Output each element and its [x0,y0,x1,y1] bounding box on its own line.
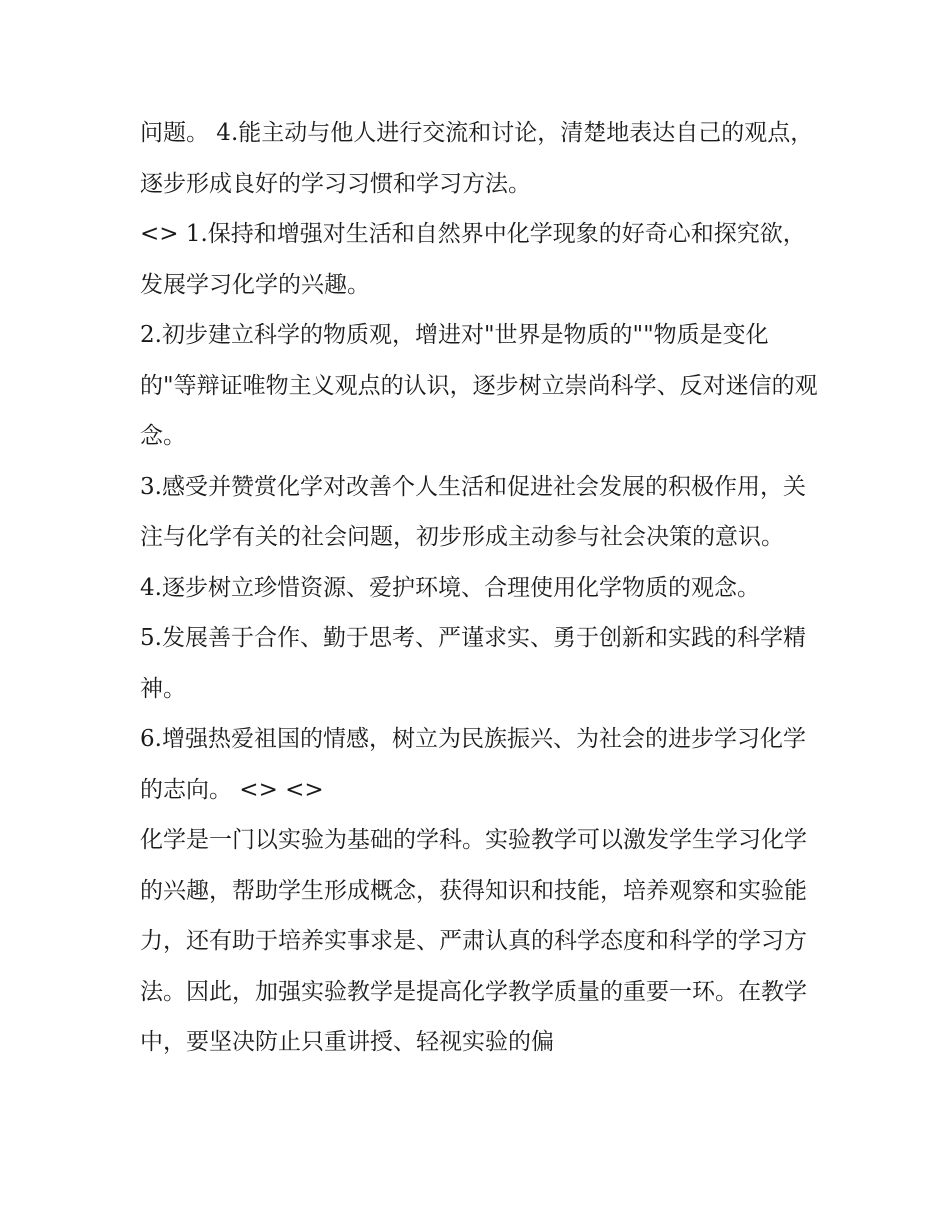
paragraph-6: 5.发展善于合作、勤于思考、严谨求实、勇于创新和实践的科学精神。 [140,625,806,702]
paragraph-7: 6.增强热爱祖国的情感，树立为民族振兴、为社会的进步学习化学的志向。 <> <> [140,726,806,803]
paragraph-5: 4.逐步树立珍惜资源、爱护环境、合理使用化学物质的观念。 [140,574,760,601]
paragraph-8: 化学是一门以实验为基础的学科。实验教学可以激发学生学习化学的兴趣，帮助学生形成概念，获得知识和技能，培养观察和实验能力，还有助于培养实事求是、严肃认真的科学态度和科学的学习方法。因此，加强实验教学是提高化学教学质量的重要一环。在教学中，要坚决防止只重讲授、轻视实验的偏 [140,827,807,1055]
paragraph-4: 3.感受并赞赏化学对改善个人生活和促进社会发展的积极作用，关注与化学有关的社会问题，初步形成主动参与社会决策的意识。 [140,473,806,550]
paragraph-2: <> 1.保持和增强对生活和自然界中化学现象的好奇心和探究欲，发展学习化学的兴趣。 [140,221,806,298]
paragraph-1: 问题。 4.能主动与他人进行交流和讨论，清楚地表达自己的观点，逐步形成良好的学习习惯和学习方法。 [140,120,814,197]
paragraph-3: 2.初步建立科学的物质观，增进对"世界是物质的""物质是变化的"等辩证唯物主义观点的认识，逐步树立崇尚科学、反对迷信的观念。 [140,322,818,449]
document-body [140,108,820,1068]
